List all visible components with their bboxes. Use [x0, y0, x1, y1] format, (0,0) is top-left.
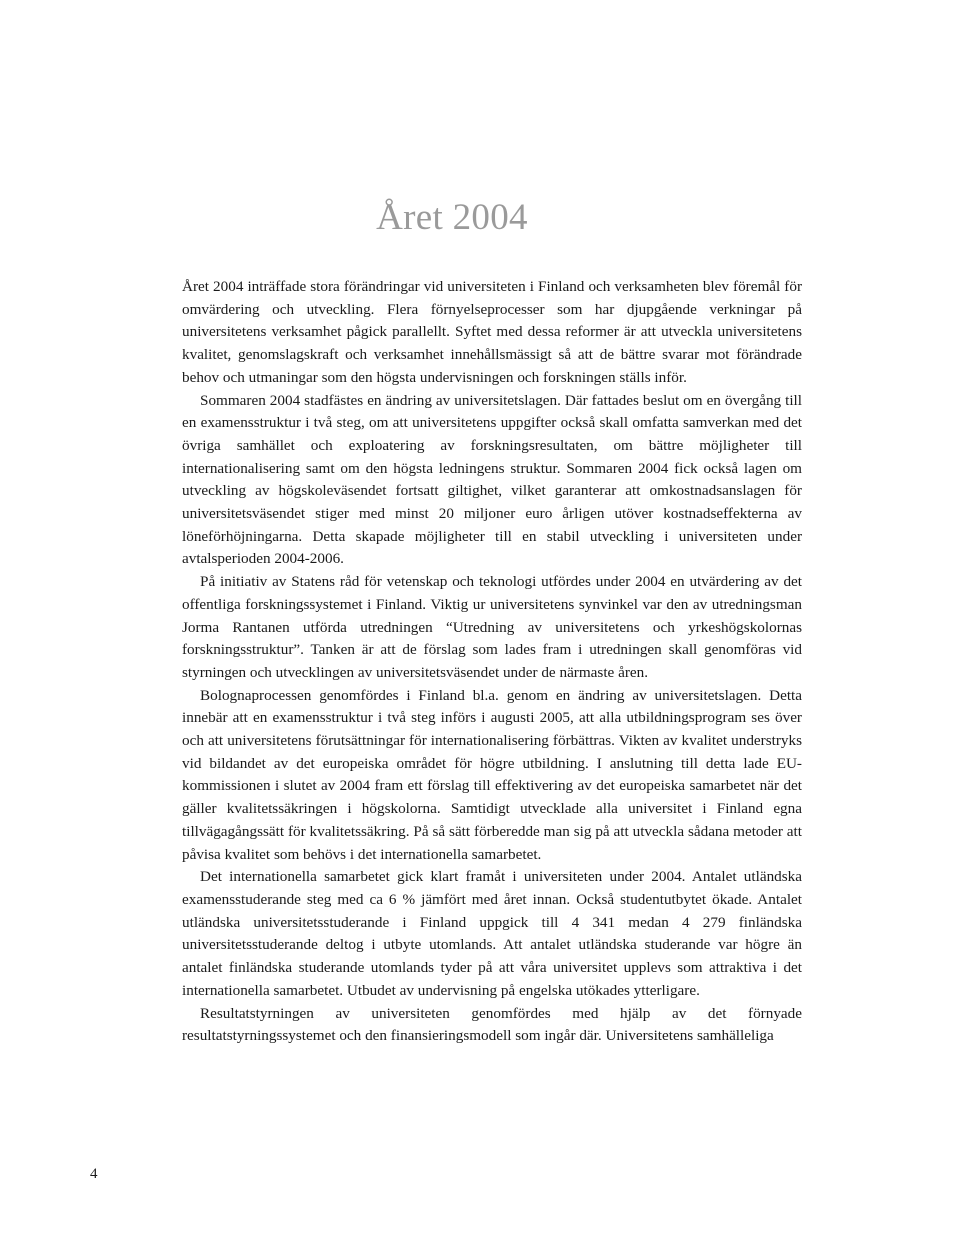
body-text — [182, 276, 802, 1048]
page-title: Året 2004 — [376, 197, 528, 238]
page-number: 4 — [90, 1166, 98, 1182]
paragraph-4: Bolognaprocessen genomfördes i Finland bl.a. genom en ändring av universitetslagen. Detta innebär att en examensstruktur i två steg införs i augusti 2005, att alla utbildningsprogram ses över och att universitetens förutsättningar för internationalisering förbättras. Vikten av kvalitet understryks vid bildandet av det europeiska området för högre utbildning. I anslutning till detta lade EU-kommissionen i slutet av 2004 fram ett förslag till effektivering av det europeiska samarbetet när det gäller kvalitetssäkringen i högskolorna. Samtidigt utvecklade alla universitet i Finland egna tillvägagångssätt för kvalitetssäkring. På så sätt förberedde man sig på att utveckla sådana metoder att påvisa kvalitet som behövs i det internationella samarbetet. — [182, 686, 802, 863]
paragraph-5: Det internationella samarbetet gick klart framåt i universiteten under 2004. Antalet utländska examensstuderande steg med ca 6 % jämfört med året innan. Också studentutbytet ökade. Antalet utländska universitetsstuderande i Finland uppgick till 4 341 medan 4 279 finländska universitetsstuderande deltog i utbyte utomlands. Att antalet utländska studerande var högre än antalet finländska studerande utomlands tyder på att våra universitet upplevs som attraktiva i det internationella samarbetet. Utbudet av undervisning på engelska utökades ytterligare. — [182, 868, 802, 999]
paragraph-1: Året 2004 inträffade stora förändringar vid universiteten i Finland och verksamheten blev föremål för omvärdering och utveckling. Flera förnyelseprocesser som har djupgående verkningar på universitetens verksamhet pågick parallellt. Syftet med dessa reformer är att utveckla universitetens kvalitet, genomslagskraft och verksamhet innehållsmässigt så att de bättre svarar mot förändrade behov och utmaningar som den högsta undervisningen och forskningen ställs inför. — [182, 278, 802, 386]
paragraph-6: Resultatstyrningen av universiteten genomfördes med hjälp av det förnyade resultatstyrningssystemet och den finansieringsmodell som ingår där. Universitetens samhälleliga — [182, 1004, 802, 1045]
paragraph-2: Sommaren 2004 stadfästes en ändring av universitetslagen. Där fattades beslut om en övergång till en examensstruktur i två steg, om att universitetens uppgifter också skall omfatta samverkan med det övriga samhället och exploatering av forskningsresultaten, om bättre möjligheter till internationalisering samt om den högsta ledningens struktur. Sommaren 2004 fick också lagen om utveckling av högskoleväsendet fortsatt giltighet, vilket garanterar att omkostnadsanslagen för universitetsväsendet stiger med minst 20 miljoner euro årligen utöver kostnadseffekterna av löneförhöjningarna. Detta skapade möjligheter till en stabil utveckling i universiteten under avtalsperioden 2004-2006. — [182, 391, 802, 568]
paragraph-3: På initiativ av Statens råd för vetenskap och teknologi utfördes under 2004 en utvärdering av det offentliga forskningssystemet i Finland. Viktig ur universitetens synvinkel var den av utredningsman Jorma Rantanen utförda utredningen “Utredning av universitetens och yrkeshögskolornas forskningsstruktur”. Tanken är att de förslag som lades fram i utredningen skall genomföras vid styrningen och utvecklingen av universitetsväsendet under de närmaste åren. — [182, 573, 802, 681]
